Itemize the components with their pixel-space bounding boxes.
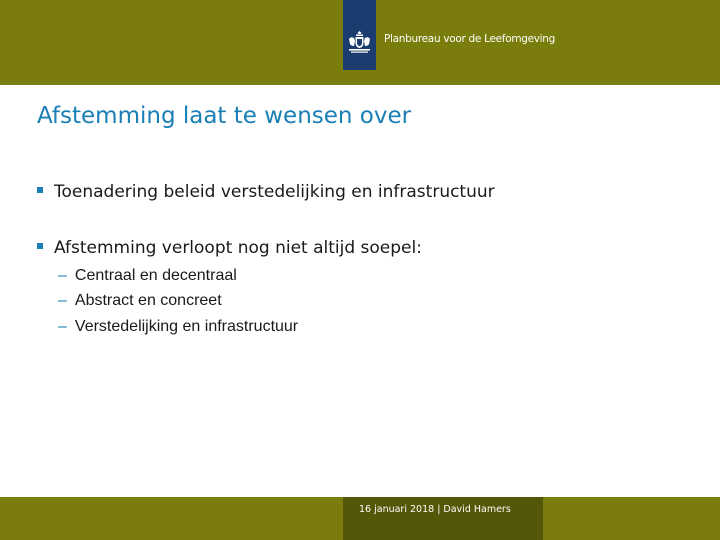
footer-band bbox=[0, 497, 720, 540]
sub-bullet-text: Verstedelijking en infrastructuur bbox=[74, 318, 299, 335]
dash-marker: – bbox=[58, 292, 67, 309]
footer-box bbox=[343, 497, 543, 540]
slide-title: Afstemming laat te wensen over bbox=[37, 103, 412, 129]
logo-block bbox=[343, 0, 376, 70]
bullet-text: Toenadering beleid verstedelijking en infrastructuur bbox=[54, 182, 495, 202]
header-band bbox=[0, 0, 720, 85]
square-bullet-icon bbox=[37, 187, 43, 193]
coat-of-arms-icon bbox=[346, 30, 373, 54]
bullet-text: Afstemming verloopt nog niet altijd soepel: bbox=[54, 238, 422, 258]
sub-bullet-item bbox=[58, 318, 298, 336]
dash-marker: – bbox=[58, 318, 67, 335]
bullet-item bbox=[37, 238, 422, 258]
square-bullet-icon bbox=[37, 243, 43, 249]
bullet-item bbox=[37, 182, 495, 202]
sub-bullet-text: Centraal en decentraal bbox=[74, 267, 237, 284]
sub-bullet-text: Abstract en concreet bbox=[74, 292, 222, 309]
dash-marker: – bbox=[58, 267, 67, 284]
org-name: Planbureau voor de Leefomgeving bbox=[384, 33, 556, 45]
sub-bullet-item bbox=[58, 267, 237, 285]
sub-bullet-item bbox=[58, 292, 222, 310]
footer-text: 16 januari 2018 | David Hamers bbox=[359, 504, 511, 515]
